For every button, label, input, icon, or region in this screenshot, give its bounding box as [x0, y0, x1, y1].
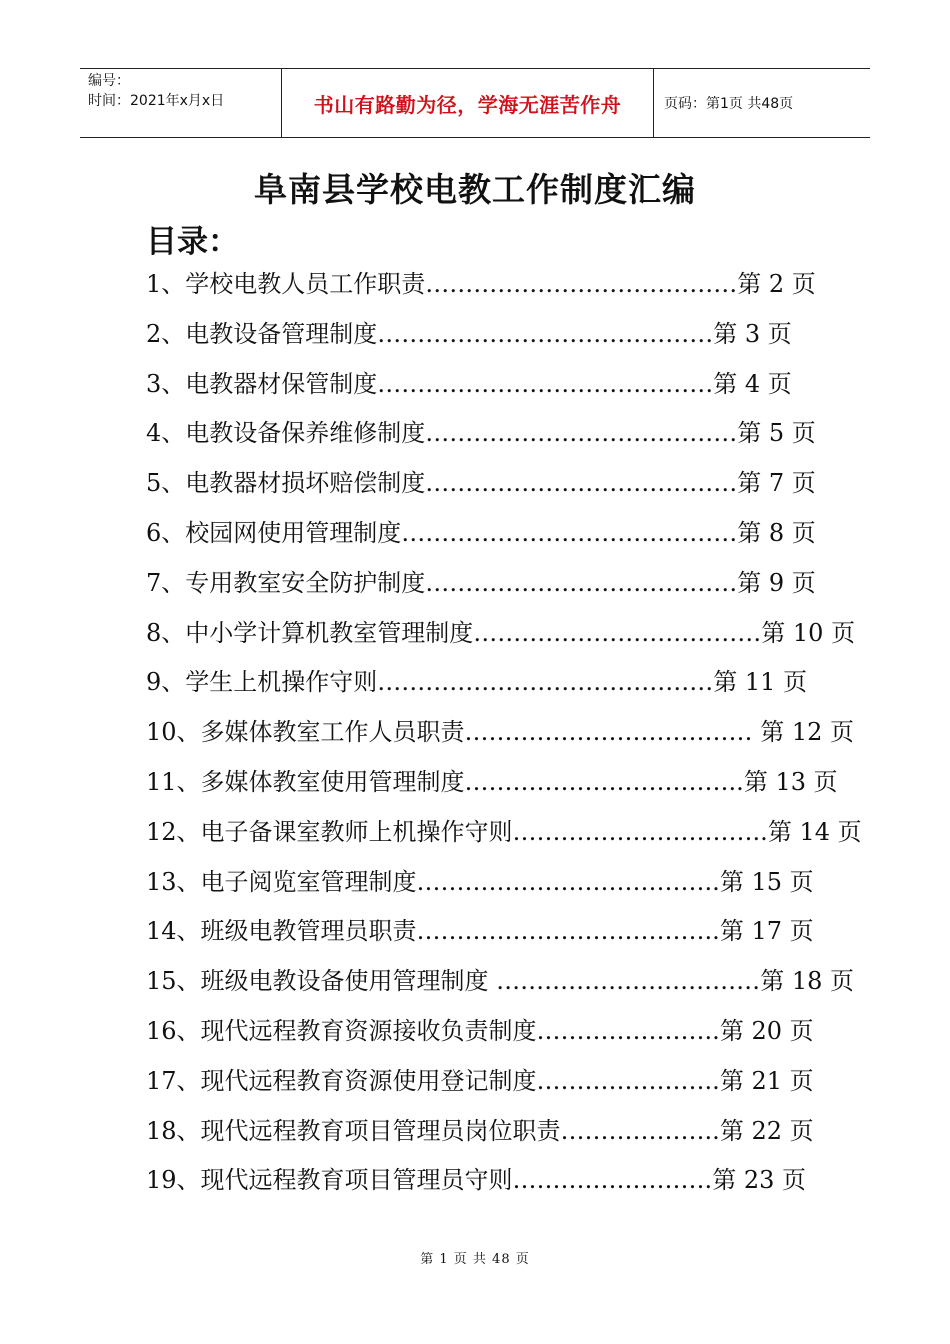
toc-entry-page: 第 12 页	[760, 718, 854, 747]
toc-entry-page: 第 10 页	[761, 618, 856, 647]
toc-entry-leader: ………………………………..	[416, 917, 720, 946]
toc-entry-title: 电教器材保管制度	[185, 369, 378, 398]
toc-entry-num: 16、	[146, 1016, 201, 1045]
toc-entry-num: 11、	[146, 767, 201, 796]
toc-entry-title: 班级电教设备使用管理制度	[200, 967, 489, 996]
toc-entry-leader: …………………..	[536, 1066, 720, 1095]
toc-entry-leader: …………………………………	[425, 270, 738, 298]
toc-entry[interactable]	[146, 1160, 826, 1210]
toc-entry-leader: ………………………………	[464, 718, 761, 747]
toc-entry[interactable]	[146, 911, 826, 961]
toc-entry-title: 电教设备保养维修制度	[185, 419, 426, 448]
toc-entry[interactable]	[146, 613, 856, 663]
toc-entry[interactable]	[146, 961, 854, 1011]
toc-entry-title: 现代远程教育资源使用登记制度	[200, 1066, 537, 1095]
toc-entry-title: 专用教室安全防护制度	[185, 568, 426, 597]
toc-entry-leader: ……………………………………	[377, 319, 714, 348]
document-title: 阜南县学校电教工作制度汇编	[254, 170, 696, 209]
toc-entry-leader: ……………………………………	[401, 518, 738, 547]
toc-entry[interactable]	[146, 712, 854, 762]
toc-entry-page: 第 14 页	[767, 817, 862, 846]
document-date: 时间：2021年x月x日	[88, 93, 225, 109]
toc-entry-title: 学生上机操作守则	[185, 668, 378, 697]
toc-entry-num: 19、	[146, 1166, 201, 1195]
toc-entry-page: 第 5 页	[737, 419, 816, 448]
toc-entry-num: 10、	[146, 718, 201, 747]
toc-entry-num: 15、	[146, 967, 201, 996]
toc-entry-page: 第 2 页	[737, 270, 816, 298]
toc-entry-title: 多媒体教室工作人员职责	[200, 718, 465, 747]
toc-entry-leader: ……………………………………	[377, 668, 714, 697]
toc-entry-page: 第 22 页	[719, 1116, 814, 1145]
toc-entry-num: 6、	[146, 518, 186, 547]
toc-entry-leader: …………………………………	[425, 419, 738, 448]
toc-entry-page: 第 3 页	[713, 319, 792, 348]
toc-entry-leader: …………………..	[536, 1016, 720, 1045]
toc-entry-num: 18、	[146, 1116, 201, 1145]
toc-entry-page: 第 17 页	[719, 917, 814, 946]
document-number-label: 编号：	[88, 73, 130, 89]
toc-entry[interactable]	[146, 1061, 826, 1111]
toc-entry-page: 第 21 页	[719, 1066, 814, 1095]
toc-entry-title: 现代远程教育项目管理员守则	[200, 1166, 513, 1195]
toc-entry-title: 现代远程教育资源接收负责制度	[200, 1016, 537, 1045]
toc-entry-title: 电子阅览室管理制度	[200, 867, 417, 896]
toc-entry-page: 第 4 页	[713, 369, 792, 398]
toc-entry-page: 第 15 页	[719, 867, 814, 896]
toc-entry-num: 8、	[146, 618, 186, 647]
toc-entry-title: 班级电教管理员职责	[200, 917, 417, 946]
toc-entry-num: 14、	[146, 917, 201, 946]
toc-entry-page: 第 9 页	[737, 568, 816, 597]
toc-entry-num: 1、	[146, 270, 186, 298]
toc-entry-title: 电教器材损坏赔偿制度	[185, 469, 426, 498]
toc-entry-num: 7、	[146, 568, 186, 597]
toc-entry-page: 第 11 页	[713, 668, 808, 697]
header-meta	[80, 69, 282, 137]
toc-entry[interactable]	[146, 762, 838, 812]
toc-entry-title: 校园网使用管理制度	[185, 518, 402, 547]
toc-entry-num: 13、	[146, 867, 201, 896]
toc-entry[interactable]	[146, 513, 826, 563]
toc-entry-leader: ……………………………………	[377, 369, 714, 398]
toc-entry[interactable]	[146, 264, 826, 314]
toc-entry-leader: ………………………………	[473, 618, 762, 647]
toc-entry-num: 5、	[146, 469, 186, 498]
toc-entry-title: 学校电教人员工作职责	[185, 270, 426, 298]
toc-entry-leader: ………………..	[560, 1116, 720, 1145]
toc-entry-title: 电子备课室教师上机操作守则	[200, 817, 513, 846]
toc-entry-title: 中小学计算机教室管理制度	[185, 618, 474, 647]
header-motto: 书山有路勤为径，学海无涯苦作舟	[282, 69, 654, 137]
toc-entry-num: 3、	[146, 369, 186, 398]
toc-entry-leader: ……………………………..	[464, 767, 744, 796]
toc-entry-num: 2、	[146, 319, 186, 348]
toc-entry[interactable]	[146, 1011, 826, 1061]
toc-entry-page: 第 8 页	[737, 518, 816, 547]
toc-heading: 目录：	[146, 224, 239, 260]
toc-entry-num: 12、	[146, 817, 201, 846]
toc-entry[interactable]	[146, 862, 826, 912]
toc-entry-page: 第 7 页	[737, 469, 816, 498]
toc-entry-page: 第 13 页	[743, 767, 838, 796]
toc-entry-leader: …………………….	[512, 1166, 713, 1195]
toc-entry-title: 多媒体教室使用管理制度	[200, 767, 465, 796]
toc-entry-num: 9、	[146, 668, 186, 697]
page-header	[80, 68, 870, 138]
toc-entry-leader: ……………………………	[488, 967, 761, 996]
toc-entry-title: 电教设备管理制度	[185, 319, 378, 348]
toc-entry-leader: …………………………………	[425, 469, 738, 498]
toc-entry-page: 第 20 页	[719, 1016, 814, 1045]
toc-entry[interactable]	[146, 662, 826, 712]
toc-entry[interactable]	[146, 413, 826, 463]
toc-entry-leader: ………………………………..	[416, 867, 720, 896]
toc-entry[interactable]	[146, 314, 826, 364]
toc-entry[interactable]	[146, 364, 826, 414]
toc-entry[interactable]	[146, 812, 862, 862]
table-of-contents	[146, 264, 862, 1210]
toc-entry[interactable]	[146, 463, 826, 513]
header-page-info: 页码：第1页 共48页	[664, 96, 794, 112]
toc-entry-num: 4、	[146, 419, 186, 448]
toc-entry[interactable]	[146, 563, 826, 613]
toc-entry[interactable]	[146, 1111, 826, 1161]
toc-entry-page: 第 23 页	[712, 1166, 806, 1195]
toc-entry-num: 17、	[146, 1066, 201, 1095]
toc-entry-leader: …………………………..	[512, 817, 768, 846]
toc-entry-title: 现代远程教育项目管理员岗位职责	[200, 1116, 561, 1145]
toc-entry-leader: …………………………………	[425, 568, 738, 597]
toc-entry-page: 第 18 页	[760, 967, 854, 996]
page-footer: 第 1 页 共 48 页	[420, 1252, 530, 1267]
